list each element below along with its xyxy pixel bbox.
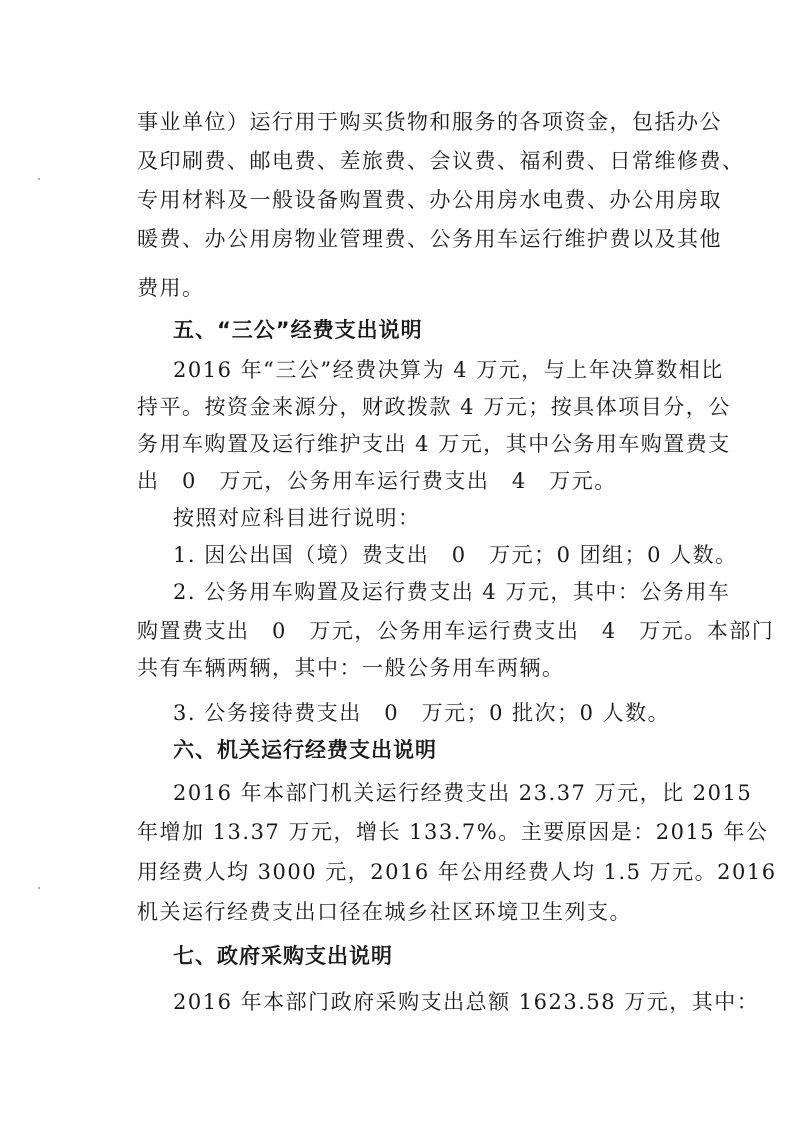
paragraph-line: 机关运行经费支出口径在城乡社区环境卫生列支。	[137, 900, 632, 924]
paragraph-line: 年增加 13.37 万元，增长 133.7%。主要原因是：2015 年公	[137, 820, 769, 844]
paragraph-line: 专用材料及一般设备购置费、办公用房水电费、办公用房取	[137, 188, 722, 212]
paragraph-line: 购置费支出 0 万元，公务用车运行费支出 4 万元。本部门	[137, 619, 775, 643]
paragraph-line: 务用车购置及运行维护支出 4 万元，其中公务用车购置费支	[137, 432, 731, 456]
section-heading-six: 六、机关运行经费支出说明	[173, 738, 437, 762]
scan-speck	[38, 887, 40, 889]
paragraph-line: 用经费人均 3000 元，2016 年公用经费人均 1.5 万元。2016	[137, 860, 777, 884]
section-heading-seven: 七、政府采购支出说明	[173, 944, 393, 968]
paragraph-line: 持平。按资金来源分，财政拨款 4 万元；按具体项目分，公	[137, 395, 731, 419]
list-item: 1. 因公出国（境）费支出 0 万元；0 团组；0 人数。	[173, 543, 738, 567]
paragraph-line: 事业单位）运行用于购买货物和服务的各项资金，包括办公	[137, 110, 722, 134]
paragraph-line: 出 0 万元，公务用车运行费支出 4 万元。	[137, 469, 617, 493]
list-item: 2. 公务用车购置及运行费支出 4 万元，其中：公务用车	[173, 580, 731, 604]
paragraph-line: 暖费、办公用房物业管理费、公务用车运行维护费以及其他	[137, 227, 722, 251]
scan-speck	[38, 178, 40, 180]
paragraph-line: 2016 年本部门机关运行经费支出 23.37 万元，比 2015	[173, 781, 753, 805]
paragraph-line: 2016 年“三公”经费决算为 4 万元，与上年决算数相比	[173, 358, 724, 382]
paragraph-line: 费用。	[137, 276, 205, 300]
list-item: 3. 公务接待费支出 0 万元；0 批次；0 人数。	[173, 701, 671, 725]
section-heading-five: 五、“三公”经费支出说明	[173, 318, 423, 342]
paragraph-line: 按照对应科目进行说明：	[173, 506, 421, 530]
paragraph-line: 2016 年本部门政府采购支出总额 1623.58 万元，其中：	[173, 990, 760, 1014]
paragraph-line: 及印刷费、邮电费、差旅费、会议费、福利费、日常维修费、	[137, 149, 745, 173]
paragraph-line: 共有车辆两辆，其中：一般公务用车两辆。	[137, 656, 565, 680]
